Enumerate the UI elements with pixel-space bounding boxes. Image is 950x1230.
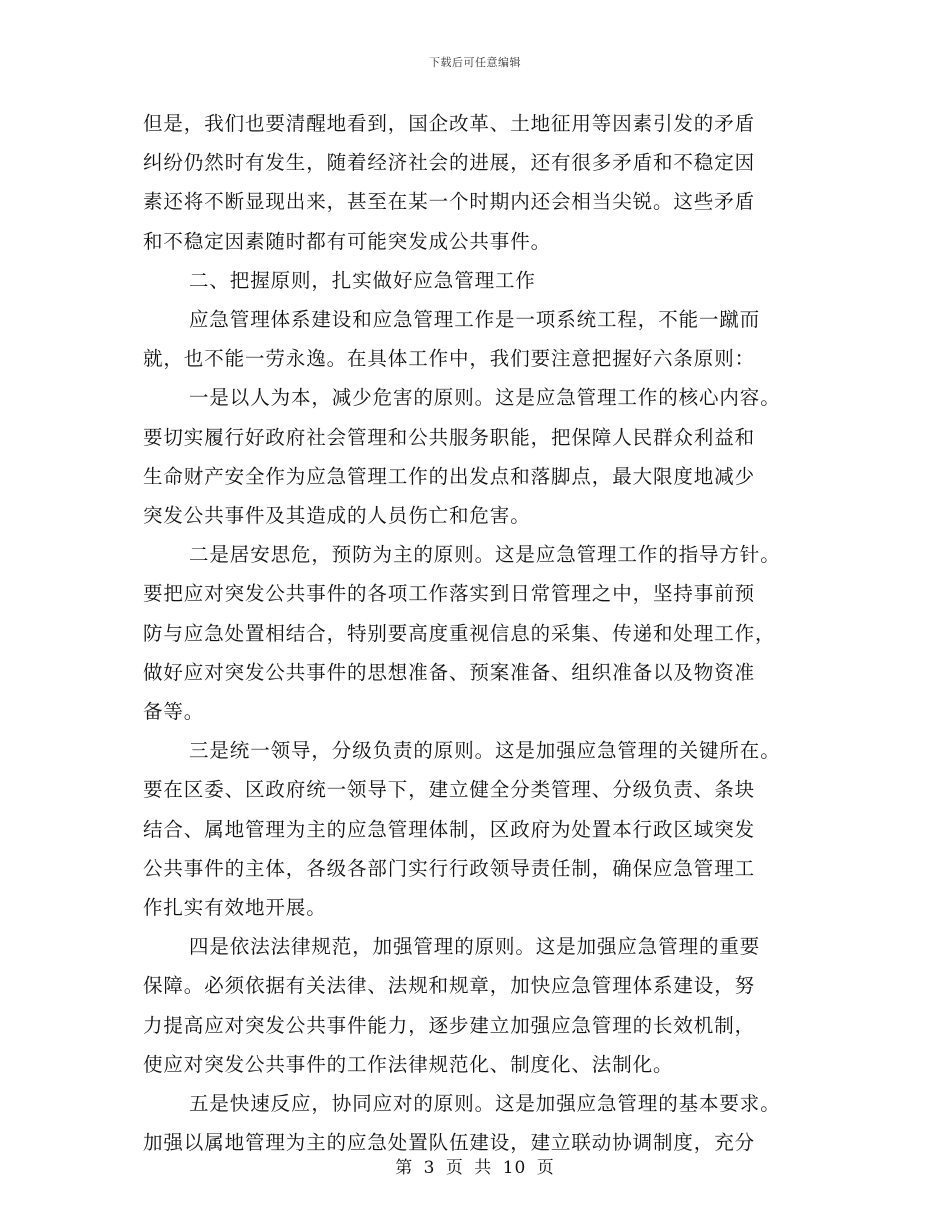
text-line: 二、把握原则，扎实做好应急管理工作 [189,268,536,292]
text-line: 结合、属地管理为主的应急管理体制，区政府为处置本行政区域突发 [143,817,756,841]
footer-prefix: 第 [395,1158,414,1178]
text-line: 使应对突发公共事件的工作法律规范化、制度化、法制化。 [143,1052,674,1076]
paragraph [143,261,807,300]
footer-suffix: 页 [536,1158,555,1178]
text-line: 加强以属地管理为主的应急处置队伍建设，建立联动协调制度，充分 [143,1131,756,1155]
page-header: 下载后可任意编辑 [429,56,521,69]
footer-total-pages: 10 [502,1158,527,1178]
text-line: 公共事件的主体，各级各部门实行行政领导责任制，确保应急管理工 [143,856,756,880]
text-line: 四是依法法律规范，加强管理的原则。这是加强应急管理的重要 [189,935,761,959]
text-line: 保障。必须依据有关法律、法规和规章，加快应急管理体系建设，努 [143,974,756,998]
document-body [143,104,807,1162]
text-line: 力提高应对突发公共事件能力，逐步建立加强应急管理的长效机制， [143,1013,756,1037]
text-line: 作扎实有效地开展。 [143,896,327,920]
text-line: 应急管理体系建设和应急管理工作是一项系统工程，不能一蹴而 [189,308,761,332]
text-line: 要切实履行好政府社会管理和公共服务职能，把保障人民群众利益和 [143,425,756,449]
text-line: 纠纷仍然时有发生，随着经济社会的进展，还有很多矛盾和不稳定因 [143,151,756,175]
paragraph [143,927,807,1084]
text-line: 二是居安思危，预防为主的原则。这是应急管理工作的指导方针。 [189,543,781,567]
footer-page-word: 页 [445,1158,464,1178]
text-line: 一是以人为本，减少危害的原则。这是应急管理工作的核心内容。 [189,386,781,410]
text-line: 但是，我们也要清醒地看到，国企改革、土地征用等因素引发的矛盾 [143,112,756,135]
paragraph [143,1084,807,1162]
text-line: 要在区委、区政府统一领导下，建立健全分类管理、分级负责、条块 [143,778,756,802]
text-line: 三是统一领导，分级负责的原则。这是加强应急管理的关键所在。 [189,739,781,763]
text-line: 防与应急处置相结合，特别要高度重视信息的采集、传递和处理工作， [143,621,776,645]
page-footer [0,1153,950,1178]
text-line: 做好应对突发公共事件的思想准备、预案准备、组织准备以及物资准 [143,660,756,684]
paragraph [143,104,807,261]
text-line: 生命财产安全作为应急管理工作的出发点和落脚点，最大限度地减少 [143,464,756,488]
footer-total-word: 共 [474,1158,493,1178]
text-line: 和不稳定因素随时都有可能突发成公共事件。 [143,229,552,253]
text-line: 五是快速反应，协同应对的原则。这是加强应急管理的基本要求。 [189,1092,781,1116]
paragraph [143,535,807,731]
paragraph [143,731,807,927]
footer-current-page: 3 [423,1158,436,1178]
paragraph [143,378,807,535]
text-line: 要把应对突发公共事件的各项工作落实到日常管理之中，坚持事前预 [143,582,756,606]
text-line: 就，也不能一劳永逸。在具体工作中，我们要注意把握好六条原则： [143,347,756,371]
text-line: 突发公共事件及其造成的人员伤亡和危害。 [143,504,531,528]
text-line: 素还将不断显现出来，甚至在某一个时期内还会相当尖锐。这些矛盾 [143,190,756,214]
paragraph [143,300,807,378]
text-line: 备等。 [143,700,205,724]
